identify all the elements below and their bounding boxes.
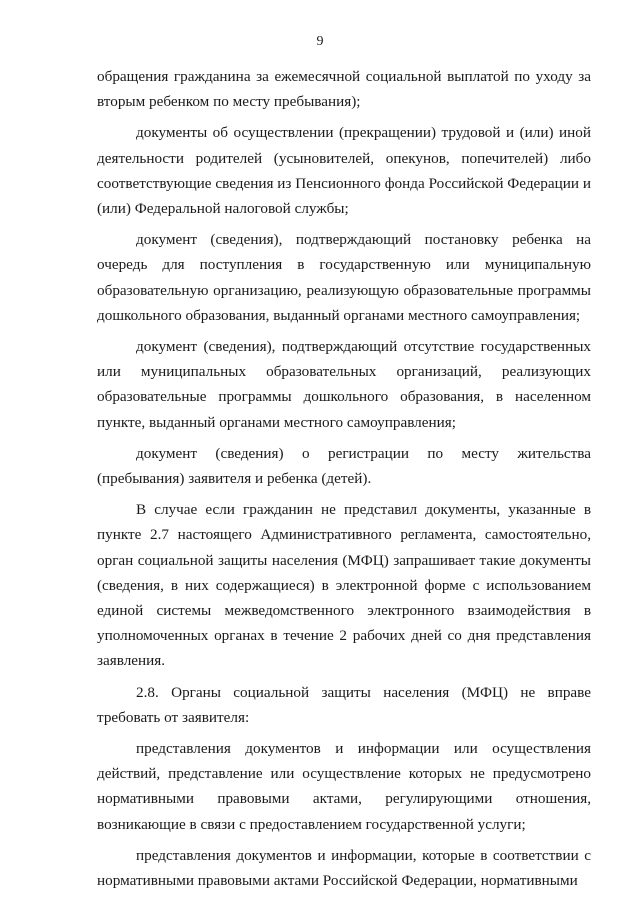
- paragraph-not-required-actions: представления документов и информации или осуществления действий, представление или осуществление которых не предусмотрено нормативными правовыми актами, регулирующими отношения, возникающие в связи с предоставлением государственной услуги;: [97, 740, 591, 833]
- paragraph-section-2-8: 2.8. Органы социальной защиты населения (МФЦ) не вправе требовать от заявителя:: [97, 683, 591, 726]
- document-body: [97, 64, 591, 893]
- paragraph-not-required-documents: представления документов и информации, которые в соответствии с нормативными правовыми актами Российской Федерации, нормативными: [97, 846, 591, 890]
- paragraph-continuation: обращения гражданина за ежемесячной социальной выплатой по уходу за вторым ребенком по месту пребывания);: [97, 68, 591, 111]
- page-number: 9: [316, 34, 324, 49]
- paragraph-employment-documents: документы об осуществлении (прекращении) трудовой и (или) иной деятельности родителей (усыновителей, опекунов, попечителей) либо соответствующие сведения из Пенсионного фонда Российской Федерации и (или) Федеральной налоговой службы;: [97, 124, 591, 218]
- paragraph-queue-document: документ (сведения), подтверждающий постановку ребенка на очередь для поступления в государственную или муниципальную образовательную организацию, реализующую образовательные программы дошкольного образования, выданный органами местного самоуправления;: [97, 231, 591, 324]
- paragraph-registration-document: документ (сведения) о регистрации по месту жительства (пребывания) заявителя и ребенка (детей).: [97, 444, 591, 488]
- paragraph-absence-document: документ (сведения), подтверждающий отсутствие государственных или муниципальных образовательных организаций, реализующих образовательные программы дошкольного образования, в населенном пункте, выданный органами местного самоуправления;: [97, 338, 591, 431]
- paragraph-interagency-request: В случае если гражданин не представил документы, указанные в пункте 2.7 настоящего Административного регламента, самостоятельно, орган социальной защиты населения (МФЦ) запрашивает такие документы (сведения, в них содержащиеся) в электронной форме с использованием единой системы межведомственного электронного взаимодействия в уполномоченных органах в течение 2 рабочих дней со дня представления заявления.: [97, 501, 591, 670]
